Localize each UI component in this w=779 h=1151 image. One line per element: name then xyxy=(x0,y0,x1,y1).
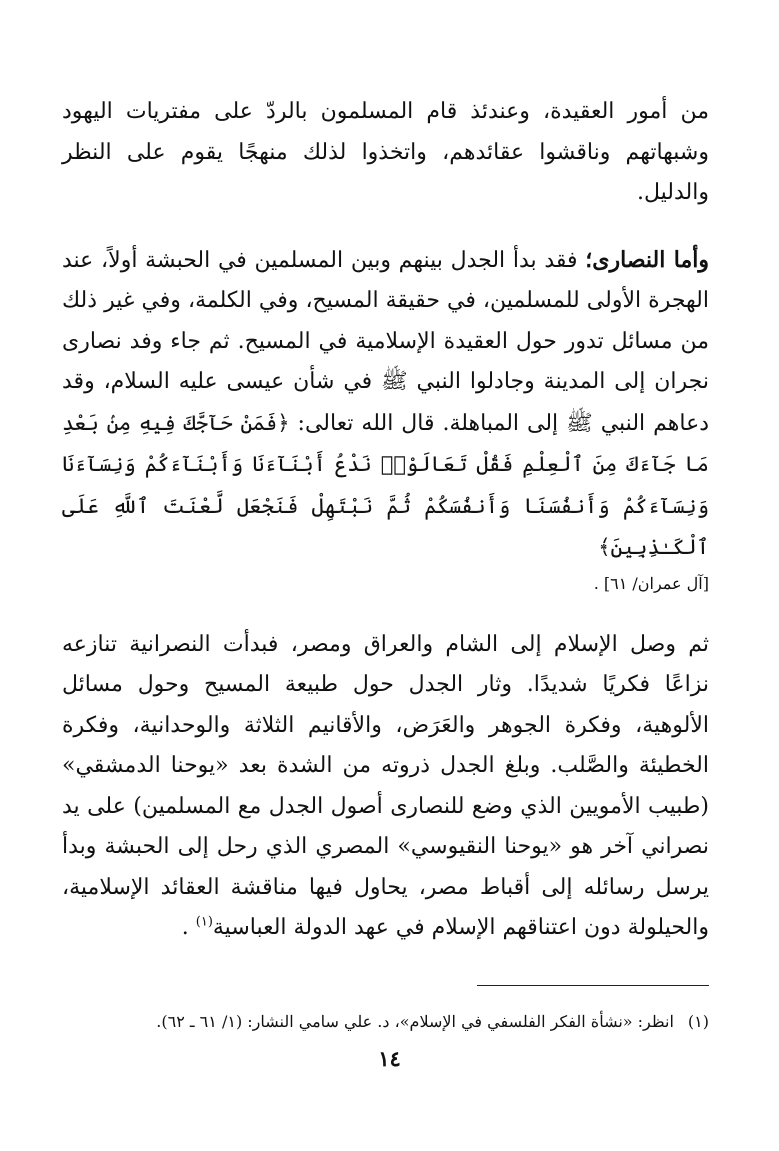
paragraph-1-text: من أمور العقيدة، وعندئذ قام المسلمون بالردّ على مفتريات اليهود وشبهاتهم وناقشوا عقائدهم، واتخذوا لذلك منهجًا يقوم على النظر والدليل. xyxy=(62,99,709,205)
footnote xyxy=(62,1008,709,1036)
footnote-divider xyxy=(477,985,709,986)
footnote-text: انظر: «نشأة الفكر الفلسفي في الإسلام»، د. علي سامي النشار: (١/ ٦١ ـ ٦٢). xyxy=(156,1012,674,1031)
paragraph-2-text: فقد بدأ الجدل بينهم وبين المسلمين في الحبشة أولاً، عند الهجرة الأولى للمسلمين، في حقيقة المسيح، وفي الكلمة، وفي غير ذلك من مسائل تدور حول العقيدة الإسلامية في المسيح. ثم جاء وفد نصارى نجران إلى المدينة وجادلوا النبي ﷺ في شأن عيسى عليه السلام، وقد دعاهم النبي ﷺ إلى المباهلة. قال الله تعالى: xyxy=(62,247,709,436)
footnote-number: (١) xyxy=(687,1012,709,1031)
paragraph-3 xyxy=(62,625,709,949)
paragraph-3-end: . xyxy=(181,915,196,940)
paragraph-1 xyxy=(62,92,709,214)
paragraph-2-lead: وأما النصارى؛ xyxy=(585,246,709,273)
footnote-marker[interactable]: (١) xyxy=(195,914,213,930)
paragraph-3-text: ثم وصل الإسلام إلى الشام والعراق ومصر، فبدأت النصرانية تنازعه نزاعًا فكريًا شديدًا. وثار الجدل حول طبيعة المسيح وحول مسائل الألوهية، وفكرة الجوهر والعَرَض، والأقانيم الثلاثة والوحدانية، وفكرة الخطيئة والصَّلب. وبلغ الجدل ذروته من الشدة بعد «يوحنا الدمشقي» (طبيب الأمويين الذي وضع للنصارى أصول الجدل مع المسلمين) على يد نصراني آخر هو «يوحنا النقيوسي» المصري الذي رحل إلى الحبشة وبدأ يرسل رسائله إلى أقباط مصر، يحاول فيها مناقشة العقائد الإسلامية، والحيلولة دون اعتناقهم الإسلام في عهد الدولة العباسية xyxy=(62,631,709,940)
page-number: ١٤ xyxy=(378,1046,401,1071)
paragraph-2 xyxy=(62,240,709,599)
page-body xyxy=(62,92,709,949)
quran-verse: ﴿فَمَنْ حَآجَّكَ فِيهِ مِنۢ بَعْدِ مَا جَآءَكَ مِنَ ٱلْعِلْمِ فَقُلْ تَعَالَوْا۟ نَدْعُ أَبْنَآءَنَا وَأَبْنَآءَكُمْ وَنِسَآءَنَا وَنِسَآءَكُمْ وَأَنفُسَنَا وَأَنفُسَكُمْ ثُمَّ نَبْتَهِلْ فَنَجْعَل لَّعْنَتَ ٱللَّهِ عَلَى ٱلْكَـٰذِبِينَ﴾ xyxy=(62,410,709,559)
verse-reference: [آل عمران/ ٦١] . xyxy=(593,573,709,593)
